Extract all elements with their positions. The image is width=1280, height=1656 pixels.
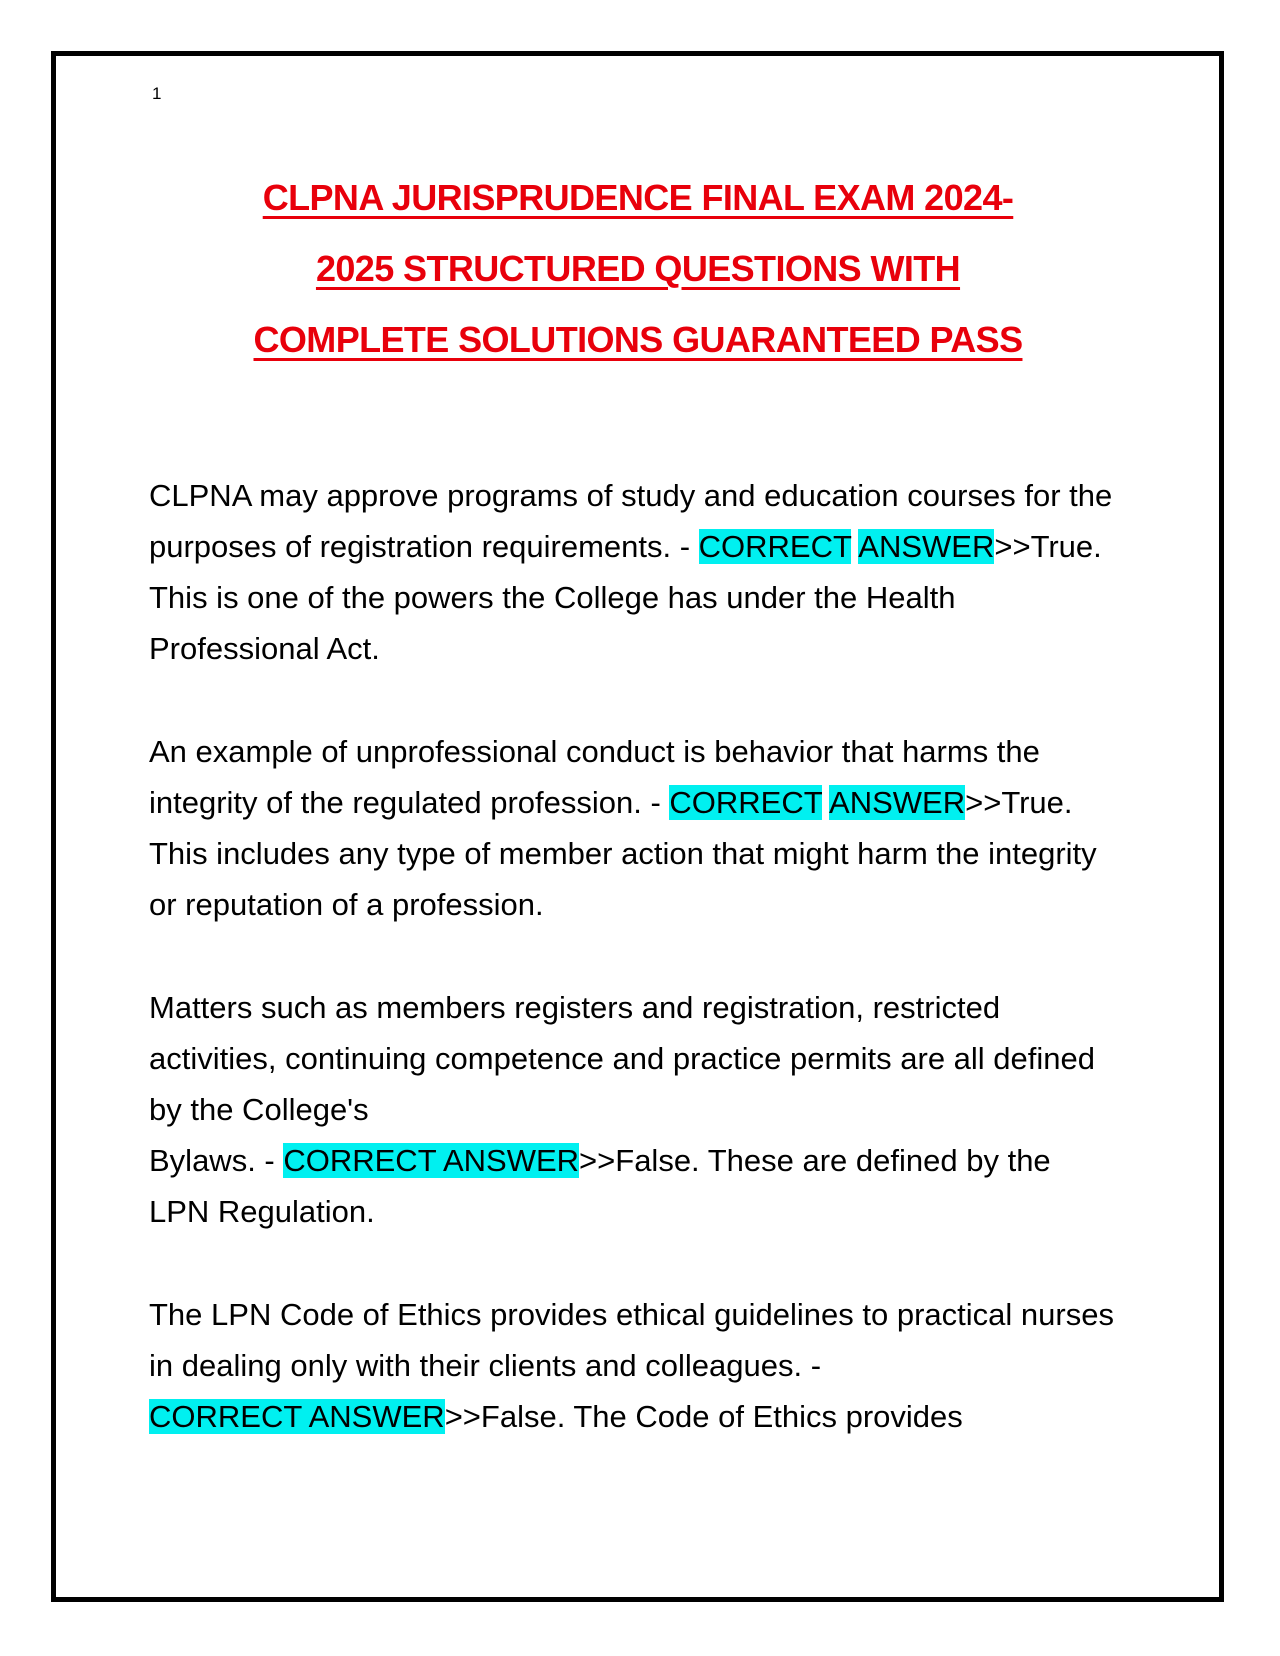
answer-text: >>False. These are defined by the LPN Regulation. xyxy=(149,1143,1051,1229)
question-text: Matters such as members registers and registration, restricted activities, continuing competence and practice permits are all defined by the College's xyxy=(149,990,1096,1127)
answer-text: >>True. This includes any type of member action that might harm the integrity or reputation of a profession. xyxy=(149,785,1097,922)
answer-text: >>True. This is one of the powers the College has under the Health Professional Act. xyxy=(149,529,1102,666)
correct-answer-label: CORRECT ANSWER xyxy=(283,1143,580,1178)
question-text: The LPN Code of Ethics provides ethical guidelines to practical nurses in dealing only with their clients and colleagues. - xyxy=(149,1297,1114,1383)
qa-item-2 xyxy=(149,726,1119,930)
correct-answer-label: ANSWER xyxy=(829,785,966,820)
qa-item-3 xyxy=(149,982,1119,1237)
qa-item-4 xyxy=(149,1289,1119,1442)
document-body xyxy=(149,470,1119,1494)
question-text: An example of unprofessional conduct is behavior that harms the integrity of the regulated profession. - xyxy=(149,734,1040,820)
correct-answer-label: CORRECT xyxy=(698,529,852,564)
title-line-2: 2025 STRUCTURED QUESTIONS WITH xyxy=(315,248,961,289)
page-number: 1 xyxy=(152,84,162,103)
title-line-1: CLPNA JURISPRUDENCE FINAL EXAM 2024- xyxy=(262,177,1014,218)
title-line-3: COMPLETE SOLUTIONS GUARANTEED PASS xyxy=(253,319,1023,360)
document-title xyxy=(120,162,1156,375)
correct-answer-label: ANSWER xyxy=(858,529,995,564)
question-text-continued: Bylaws. - xyxy=(149,1143,284,1178)
correct-answer-label: CORRECT ANSWER xyxy=(149,1399,445,1434)
answer-text: >>False. The Code of Ethics provides xyxy=(444,1399,963,1434)
question-text: CLPNA may approve programs of study and education courses for the purposes of registration requirements. - xyxy=(149,478,1113,564)
qa-item-1 xyxy=(149,470,1119,674)
correct-answer-label: CORRECT xyxy=(669,785,823,820)
